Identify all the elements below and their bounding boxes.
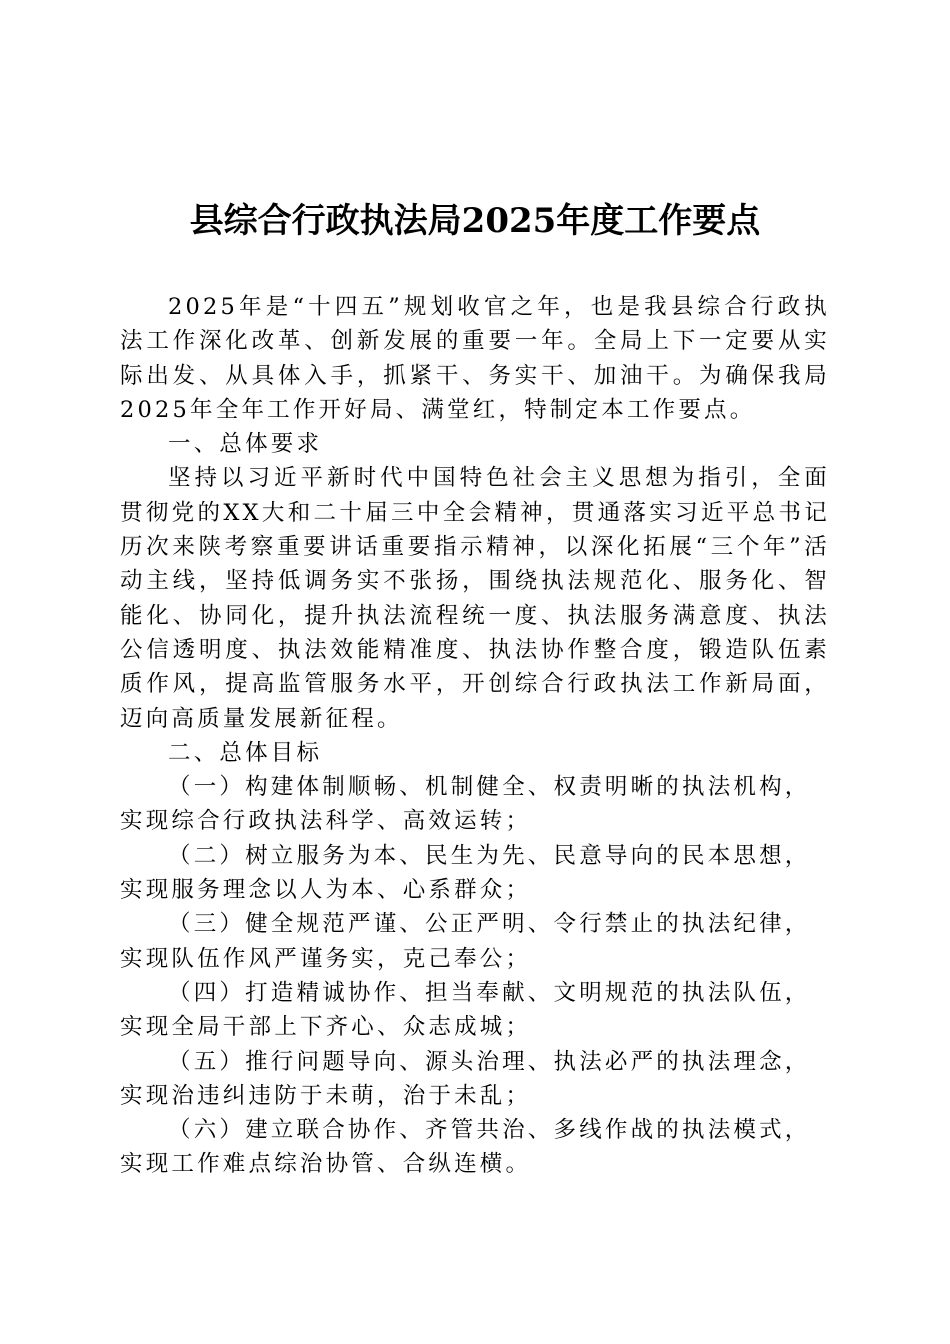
section-heading-requirements: 一、总体要求 (168, 431, 323, 458)
document-body (120, 290, 830, 1182)
document-title: 县综合行政执法局2025年度工作要点 (189, 201, 761, 241)
goal-item: （六）建立联合协作、齐管共治、多线作战的执法模式，实现工作难点综治协管、合纵连横。 (120, 1117, 811, 1178)
section-heading-goals: 二、总体目标 (168, 739, 323, 766)
intro-paragraph: 2025年是“十四五”规划收官之年，也是我县综合行政执法工作深化改革、创新发展的重要一年。全局上下一定要从实际出发、从具体入手，抓紧干、务实干、加油干。为确保我局2025年全年工作开好局、满堂红，特制定本工作要点。 (120, 294, 830, 423)
goal-item: （三）健全规范严谨、公正严明、令行禁止的执法纪律，实现队伍作风严谨务实，克己奉公； (120, 911, 811, 972)
goal-item: （五）推行问题导向、源头治理、执法必严的执法理念，实现治违纠违防于未萌，治于未乱； (120, 1048, 811, 1109)
goal-item: （四）打造精诚协作、担当奉献、文明规范的执法队伍，实现全局干部上下齐心、众志成城； (120, 979, 811, 1041)
section-paragraph-requirements: 坚持以习近平新时代中国特色社会主义思想为指引，全面贯彻党的XX大和二十届三中全会精神，贯通落实习近平总书记历次来陕考察重要讲话重要指示精神，以深化拓展“三个年”活动主线，坚持低调务实不张扬，围绕执法规范化、服务化、智能化、协同化，提升执法流程统一度、执法服务满意度、执法公信透明度、执法效能精准度、执法协作整合度，锻造队伍素质作风，提高监管服务水平，开创综合行政执法工作新局面，迈向高质量发展新征程。 (120, 465, 830, 732)
goal-item: （一）构建体制顺畅、机制健全、权责明晰的执法机构，实现综合行政执法科学、高效运转； (120, 774, 811, 835)
goal-item: （二）树立服务为本、民生为先、民意导向的民本思想，实现服务理念以人为本、心系群众； (120, 842, 811, 904)
